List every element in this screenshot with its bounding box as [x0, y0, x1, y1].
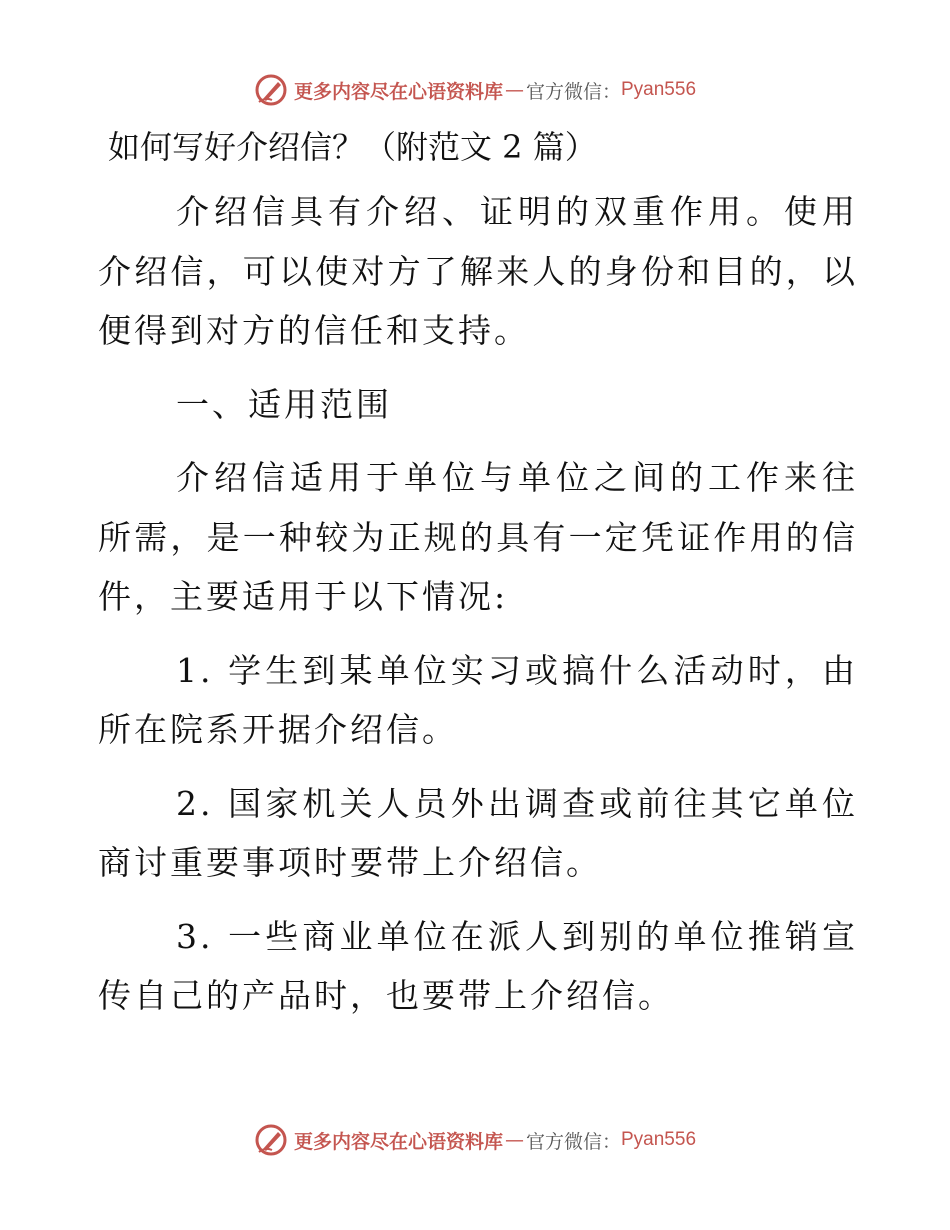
banner-brand-text: 更多内容尽在心语资料库	[293, 1130, 503, 1153]
pen-logo-icon	[254, 73, 288, 107]
banner-separator: —	[504, 1129, 524, 1151]
document-title: 如何写好介绍信？（附范文 2 篇）	[108, 128, 597, 166]
banner-separator: —	[504, 79, 524, 101]
banner-wechat-label: 官方微信：	[525, 1130, 621, 1153]
footer-watermark-banner	[0, 1120, 950, 1160]
banner-wechat-id: Pyan556	[621, 1129, 697, 1150]
banner-wechat-id: Pyan556	[621, 79, 697, 100]
list-item-3: 3. 一些商业单位在派人到别的单位推销宣传自己的产品时，也要带上介绍信。	[98, 916, 858, 1015]
section-heading-scope: 一、适用范围	[176, 384, 392, 424]
paragraph-scope: 介绍信适用于单位与单位之间的工作来往所需，是一种较为正规的具有一定凭证作用的信件，主要适用于以下情况:	[98, 458, 858, 616]
banner-wechat-label: 官方微信：	[525, 80, 621, 103]
pen-logo-icon	[254, 1123, 288, 1157]
paragraph-intro: 介绍信具有介绍、证明的双重作用。使用介绍信，可以使对方了解来人的身份和目的，以便得到对方的信任和支持。	[98, 192, 858, 350]
list-item-2: 2. 国家机关人员外出调查或前往其它单位商讨重要事项时要带上介绍信。	[98, 783, 858, 882]
header-watermark-banner	[0, 70, 950, 110]
banner-brand-text: 更多内容尽在心语资料库	[293, 80, 503, 103]
document-body	[98, 118, 858, 1040]
list-item-1: 1. 学生到某单位实习或搞什么活动时，由所在院系开据介绍信。	[98, 650, 858, 749]
